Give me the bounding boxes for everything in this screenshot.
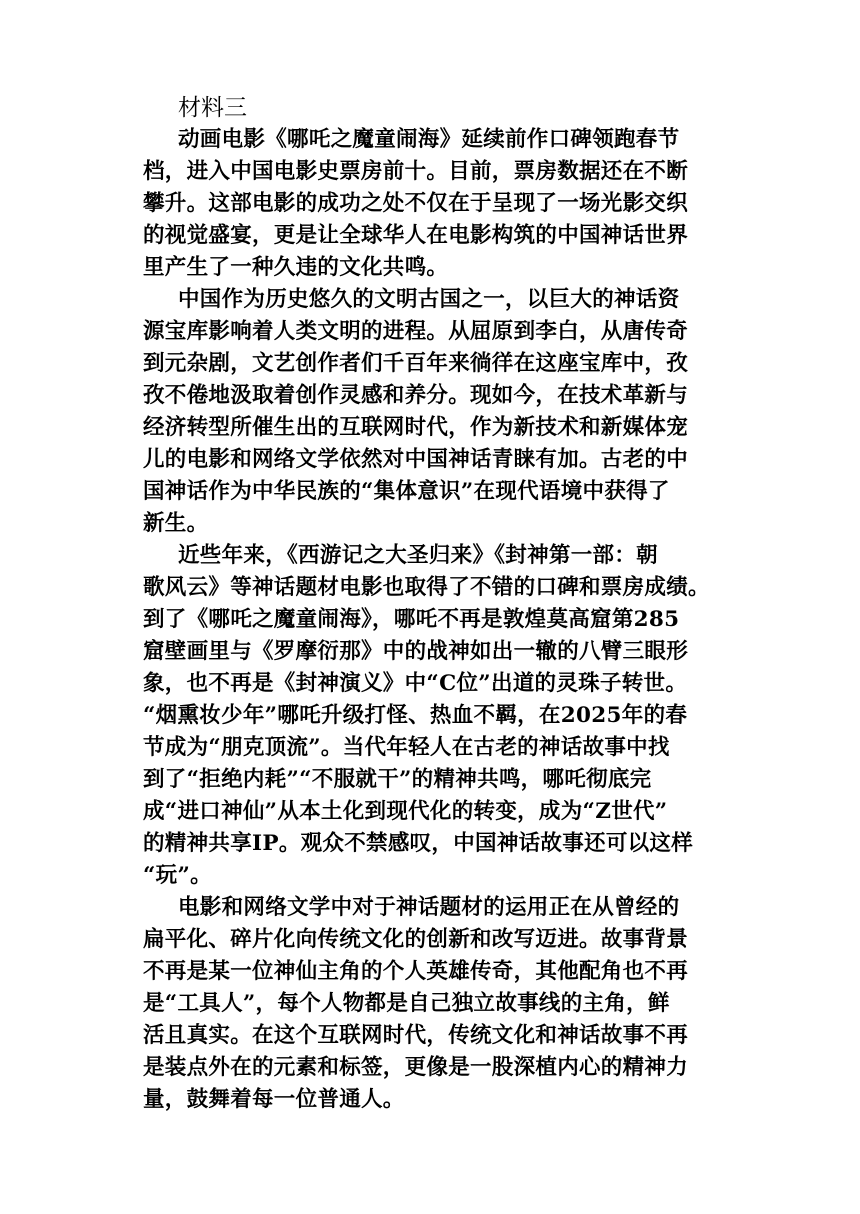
paragraph-line: 节成为“朋克顶流”。当代年轻人在古老的神话故事中找 — [143, 735, 670, 760]
paragraph-line: 窟壁画里与《罗摩衍那》中的战神如出一辙的八臂三眼形 — [143, 639, 689, 664]
paragraph-line: 电影和网络文学中对于神话题材的运用正在从曾经的 — [178, 895, 680, 920]
paragraph-line: 孜不倦地汲取着创作灵感和养分。现如今，在技术革新与 — [143, 383, 689, 408]
paragraph-line: 攀升。这部电影的成功之处不仅在于呈现了一场光影交织 — [143, 191, 689, 216]
paragraph-line: 到元杂剧，文艺创作者们千百年来徜徉在这座宝库中，孜 — [143, 351, 689, 376]
paragraph-line: 档，进入中国电影史票房前十。目前，票房数据还在不断 — [143, 159, 689, 184]
paragraph-line: 国神话作为中华民族的“集体意识”在现代语境中获得了 — [143, 479, 670, 504]
paragraph-line: 儿的电影和网络文学依然对中国神话青睐有加。古老的中 — [143, 447, 689, 472]
paragraph — [143, 284, 723, 540]
paragraph-line: 不再是某一位神仙主角的个人英雄传奇，其他配角也不再 — [143, 959, 689, 984]
section-heading: 材料三 — [178, 95, 247, 121]
paragraph-line: “玩”。 — [143, 863, 212, 888]
paragraph-line: 扁平化、碎片化向传统文化的创新和改写迈进。故事背景 — [143, 927, 689, 952]
paragraph — [143, 124, 723, 284]
paragraph-line: 是“工具人”，每个人物都是自己独立故事线的主角，鲜 — [143, 991, 670, 1016]
paragraph-line: 新生。 — [143, 511, 209, 536]
paragraph-line: 到了《哪吒之魔童闹海》，哪吒不再是敦煌莫高窟第285 — [143, 607, 680, 632]
document-body — [143, 92, 723, 1116]
paragraph-line: 象，也不再是《封神演义》中“C位”出道的灵珠子转世。 — [143, 671, 688, 696]
paragraph — [143, 540, 723, 892]
paragraph-line: “烟熏妆少年”哪吒升级打怪、热血不羁，在2025年的春 — [143, 703, 688, 728]
paragraph-list — [143, 124, 723, 1116]
paragraph-line: 动画电影《哪吒之魔童闹海》延续前作口碑领跑春节 — [178, 127, 680, 152]
paragraph-line: 的精神共享IP。观众不禁感叹，中国神话故事还可以这样 — [143, 831, 694, 856]
paragraph-line: 经济转型所催生出的互联网时代，作为新技术和新媒体宠 — [143, 415, 689, 440]
paragraph-line: 里产生了一种久违的文化共鸣。 — [143, 255, 449, 280]
paragraph-line: 量，鼓舞着每一位普通人。 — [143, 1087, 405, 1112]
paragraph-line: 源宝库影响着人类文明的进程。从屈原到李白，从唐传奇 — [143, 319, 689, 344]
paragraph-line: 是装点外在的元素和标签，更像是一股深植内心的精神力 — [143, 1055, 689, 1080]
paragraph — [143, 892, 723, 1116]
paragraph-line: 歌风云》等神话题材电影也取得了不错的口碑和票房成绩。 — [143, 575, 710, 600]
paragraph-line: 中国作为历史悠久的文明古国之一，以巨大的神话资 — [178, 287, 680, 312]
paragraph-line: 近些年来，《西游记之大圣归来》《封神第一部：朝 — [178, 543, 658, 568]
paragraph-line: 的视觉盛宴，更是让全球华人在电影构筑的中国神话世界 — [143, 223, 689, 248]
paragraph-line: 成“进口神仙”从本土化到现代化的转变，成为“Z世代” — [143, 799, 668, 824]
paragraph-line: 到了“拒绝内耗”“不服就干”的精神共鸣，哪吒彻底完 — [143, 767, 652, 792]
paragraph-line: 活且真实。在这个互联网时代，传统文化和神话故事不再 — [143, 1023, 689, 1048]
